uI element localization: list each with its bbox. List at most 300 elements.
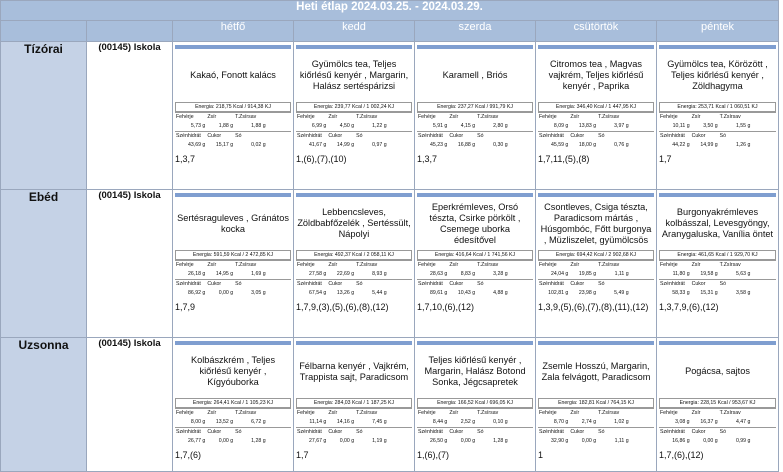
energy-value: Energia: 228,15 Kcal / 953,67 KJ — [659, 398, 776, 408]
fat-value: 16,37 g — [700, 419, 718, 425]
menu-cell-content — [415, 45, 535, 189]
nutrition-values — [538, 270, 654, 279]
nutrition-values — [659, 122, 776, 131]
nutrition-labels — [296, 279, 412, 289]
nutrition-values — [175, 122, 291, 131]
dish-name: Csontleves, Csiga tészta, Paradicsom mártás , Húsgombóc, Főtt burgonya , Müzliszelet, gyümölcsös — [540, 201, 652, 245]
carb-label: Szénhidrát — [539, 429, 564, 435]
protein-label: Fehérje — [418, 410, 436, 416]
nutrition-block — [296, 102, 412, 150]
salt-label: Só — [719, 133, 727, 139]
fat-label: Zsír — [570, 410, 580, 416]
nutrition-labels — [296, 131, 412, 141]
energy-value: Energia: 492,37 Kcal / 2 058,11 KJ — [296, 250, 412, 260]
fat-label: Zsír — [449, 410, 459, 416]
nutrition-labels — [175, 279, 291, 289]
fat-value: 13,52 g — [215, 419, 234, 425]
sugar-value: 13,26 g — [336, 290, 355, 296]
menu-cell-content — [536, 341, 656, 471]
nutrition-values — [659, 289, 776, 298]
sat-fat-label: T.Zsírsav — [719, 262, 741, 268]
protein-label: Fehérje — [297, 114, 315, 120]
fat-label: Zsír — [328, 410, 338, 416]
nutrition-values — [659, 270, 776, 279]
fat-value: 14,16 g — [336, 419, 355, 425]
nutrition-values — [538, 141, 654, 150]
nutrition-values — [417, 289, 533, 298]
menu-cell — [294, 338, 415, 472]
nutrition-labels — [296, 112, 412, 122]
sat-fat-value: 1,02 g — [614, 419, 629, 425]
sugar-label: Cukor — [570, 429, 585, 435]
sugar-value: 0,00 g — [218, 438, 234, 444]
nutrition-block — [538, 102, 654, 150]
nutrition-values — [417, 418, 533, 427]
salt-value: 5,49 g — [614, 290, 629, 296]
nutrition-values — [659, 141, 776, 150]
sugar-value: 14,99 g — [336, 142, 355, 148]
nutrition-labels — [538, 427, 654, 437]
energy-value: Energia: 253,71 Kcal / 1 060,51 KJ — [659, 102, 776, 112]
protein-value: 27,58 g — [309, 271, 327, 277]
meal-row — [1, 190, 779, 338]
nutrition-values — [296, 122, 412, 131]
nutrition-block — [296, 398, 412, 446]
protein-value: 10,11 g — [672, 123, 690, 129]
school-name: (00145) Iskola — [87, 42, 173, 190]
dish-name: Zsemle Hosszú, Margarin, Zala felvágott, Paradicsom — [541, 360, 651, 382]
nutrition-values — [417, 437, 533, 446]
protein-label: Fehérje — [176, 262, 194, 268]
fat-label: Zsír — [207, 410, 217, 416]
nutrition-labels — [417, 408, 533, 418]
protein-label: Fehérje — [176, 410, 194, 416]
energy-value: Energia: 284,03 Kcal / 1 187,25 KJ — [296, 398, 412, 408]
sat-fat-label: T.Zsírsav — [598, 410, 620, 416]
nutrition-labels — [296, 427, 412, 437]
salt-value: 1,28 g — [251, 438, 266, 444]
carb-label: Szénhidrát — [418, 429, 443, 435]
allergen-codes: 1,3,7 — [175, 154, 196, 164]
nutrition-block — [417, 250, 533, 298]
sugar-value: 18,00 g — [578, 142, 597, 148]
nutrition-block — [659, 398, 776, 446]
sugar-label: Cukor — [449, 133, 464, 139]
sat-fat-value: 1,55 g — [735, 123, 751, 129]
sugar-value: 0,00 g — [703, 438, 718, 444]
nutrition-values — [417, 270, 533, 279]
nutrition-values — [659, 418, 776, 427]
protein-value: 5,91 g — [432, 123, 448, 129]
carb-value: 45,23 g — [430, 142, 448, 148]
allergen-codes: 1,7 — [659, 154, 672, 164]
protein-label: Fehérje — [176, 114, 194, 120]
nutrition-block — [175, 250, 291, 298]
sat-fat-label: T.Zsírsav — [356, 410, 378, 416]
menu-cell — [173, 338, 294, 472]
sugar-value: 15,17 g — [215, 142, 234, 148]
carb-label: Szénhidrát — [418, 133, 443, 139]
nutrition-labels — [659, 279, 776, 289]
nutrition-labels — [175, 260, 291, 270]
carb-label: Szénhidrát — [297, 133, 322, 139]
menu-cell — [173, 190, 294, 338]
menu-cell — [536, 42, 657, 190]
allergen-codes: 1,(6),(7),(10) — [296, 154, 347, 164]
protein-value: 24,04 g — [551, 271, 569, 277]
sugar-value: 23,98 g — [578, 290, 597, 296]
protein-value: 26,18 g — [188, 271, 206, 277]
fat-label: Zsír — [449, 114, 459, 120]
sugar-label: Cukor — [570, 281, 585, 287]
dish-name: Karamell , Briós — [442, 70, 508, 80]
menu-cell-content — [536, 45, 656, 189]
allergen-codes: 1,3,7,9,(6),(12) — [659, 302, 719, 312]
sat-fat-value: 5,63 g — [735, 271, 751, 277]
salt-label: Só — [477, 429, 484, 435]
allergen-codes: 1,7,(6) — [175, 450, 202, 460]
sat-fat-label: T.Zsírsav — [235, 114, 257, 120]
meal-name: Ebéd — [1, 190, 87, 338]
protein-value: 11,80 g — [672, 271, 690, 277]
menu-cell-content — [657, 45, 778, 189]
sugar-label: Cukor — [449, 281, 464, 287]
salt-label: Só — [356, 281, 363, 287]
dish-name: Gyümölcs tea, Körözött , Teljes kiőrlésű kenyér , Zöldhagyma — [667, 59, 768, 91]
salt-value: 3,58 g — [735, 290, 751, 296]
fat-value: 22,69 g — [336, 271, 355, 277]
menu-cell-content — [294, 341, 414, 471]
sugar-label: Cukor — [328, 133, 343, 139]
protein-value: 6,99 g — [311, 123, 327, 129]
dish-name: Teljes kiőrlésű kenyér , Margarin, Halász Botond Sonka, Jégcsapretek — [424, 355, 526, 387]
sat-fat-value: 7,45 g — [372, 419, 387, 425]
salt-label: Só — [477, 281, 484, 287]
carb-value: 41,67 g — [309, 142, 327, 148]
allergen-codes: 1,7,10,(6),(12) — [417, 302, 475, 312]
day-header: kedd — [294, 21, 415, 42]
carb-value: 16,86 g — [672, 438, 690, 444]
fat-label: Zsír — [207, 114, 217, 120]
menu-cell — [294, 190, 415, 338]
salt-label: Só — [598, 281, 605, 287]
nutrition-block — [538, 398, 654, 446]
menu-cell — [173, 42, 294, 190]
salt-value: 0,76 g — [614, 142, 629, 148]
carb-label: Szénhidrát — [297, 429, 322, 435]
salt-label: Só — [598, 133, 605, 139]
nutrition-block — [538, 250, 654, 298]
sat-fat-label: T.Zsírsav — [598, 114, 620, 120]
nutrition-labels — [175, 131, 291, 141]
fat-value: 19,58 g — [700, 271, 718, 277]
sugar-value: 10,43 g — [457, 290, 476, 296]
nutrition-block — [659, 250, 776, 298]
sat-fat-value: 8,93 g — [372, 271, 387, 277]
allergen-codes: 1,(6),(7) — [417, 450, 450, 460]
salt-label: Só — [477, 133, 484, 139]
protein-value: 8,44 g — [432, 419, 448, 425]
menu-cell-content — [294, 45, 414, 189]
header-blank — [1, 21, 87, 42]
meal-name: Uzsonna — [1, 338, 87, 472]
carb-label: Szénhidrát — [539, 133, 564, 139]
nutrition-labels — [175, 408, 291, 418]
fat-label: Zsír — [691, 114, 701, 120]
fat-value: 8,83 g — [460, 271, 476, 277]
sugar-label: Cukor — [570, 133, 585, 139]
sat-fat-value: 1,88 g — [251, 123, 266, 129]
nutrition-block — [175, 398, 291, 446]
sat-fat-label: T.Zsírsav — [477, 262, 499, 268]
salt-label: Só — [356, 133, 363, 139]
fat-value: 2,52 g — [460, 419, 476, 425]
menu-cell-content — [415, 341, 535, 471]
nutrition-values — [175, 289, 291, 298]
fat-label: Zsír — [570, 262, 580, 268]
dish-name: Pogácsa, sajtos — [685, 366, 750, 376]
energy-value: Energia: 694,42 Kcal / 2 902,68 KJ — [538, 250, 654, 260]
menu-cell-content — [657, 193, 778, 337]
nutrition-labels — [296, 408, 412, 418]
dish-name: Kolbászkrém , Teljes kiőrlésű kenyér , Kígyóuborka — [190, 355, 276, 387]
carb-value: 102,81 g — [548, 290, 569, 296]
salt-value: 0,99 g — [735, 438, 751, 444]
nutrition-block — [659, 102, 776, 150]
sugar-value: 0,00 g — [460, 438, 476, 444]
dish-name: Eperkrémleves, Orsó tészta, Csirke pörkölt , Csemege uborka édesítővel — [429, 201, 521, 245]
nutrition-values — [175, 270, 291, 279]
sugar-label: Cukor — [691, 133, 706, 139]
carb-value: 32,90 g — [551, 438, 569, 444]
sat-fat-value: 6,72 g — [251, 419, 266, 425]
nutrition-block — [175, 102, 291, 150]
protein-label: Fehérje — [660, 410, 678, 416]
nutrition-labels — [538, 260, 654, 270]
salt-value: 3,05 g — [251, 290, 266, 296]
dish-name: Félbarna kenyér , Vajkrém, Trappista sajt, Paradicsom — [299, 360, 409, 382]
fat-label: Zsír — [570, 114, 580, 120]
sugar-label: Cukor — [328, 281, 343, 287]
fat-value: 19,85 g — [578, 271, 597, 277]
menu-cell-content — [294, 193, 414, 337]
fat-value: 1,88 g — [218, 123, 234, 129]
school-name: (00145) Iskola — [87, 338, 173, 472]
carb-value: 26,50 g — [430, 438, 448, 444]
menu-cell — [536, 190, 657, 338]
protein-value: 5,73 g — [190, 123, 206, 129]
energy-value: Energia: 239,77 Kcal / 1 002,24 KJ — [296, 102, 412, 112]
sat-fat-value: 3,97 g — [614, 123, 629, 129]
protein-value: 3,08 g — [675, 419, 690, 425]
salt-value: 4,88 g — [493, 290, 508, 296]
nutrition-labels — [538, 112, 654, 122]
meal-row — [1, 338, 779, 472]
menu-cell — [657, 42, 779, 190]
allergen-codes: 1,7,9 — [175, 302, 196, 312]
menu-cell — [415, 42, 536, 190]
allergen-codes: 1,3,9,(5),(6),(7),(8),(11),(12) — [538, 302, 649, 312]
carb-value: 43,69 g — [188, 142, 206, 148]
nutrition-labels — [417, 112, 533, 122]
fat-value: 2,74 g — [581, 419, 597, 425]
sugar-value: 14,99 g — [700, 142, 718, 148]
nutrition-labels — [538, 279, 654, 289]
sat-fat-label: T.Zsírsav — [235, 410, 257, 416]
energy-value: Energia: 591,59 Kcal / 2 472,85 KJ — [175, 250, 291, 260]
sat-fat-value: 1,11 g — [614, 271, 629, 277]
nutrition-block — [296, 250, 412, 298]
fat-value: 4,50 g — [339, 123, 355, 129]
salt-label: Só — [235, 133, 242, 139]
day-header: hétfő — [173, 21, 294, 42]
nutrition-labels — [296, 260, 412, 270]
dish-name: Citromos tea , Magvas vajkrém, Teljes kiőrlésű kenyér , Paprika — [548, 59, 644, 91]
nutrition-values — [296, 141, 412, 150]
salt-value: 0,02 g — [251, 142, 266, 148]
carb-label: Szénhidrát — [660, 281, 685, 287]
nutrition-block — [417, 102, 533, 150]
nutrition-values — [538, 437, 654, 446]
salt-label: Só — [719, 429, 727, 435]
sat-fat-label: T.Zsírsav — [356, 114, 378, 120]
menu-cell-content — [536, 193, 656, 337]
dish-name: Lebbencsleves, Zöldbabfőzelék , Sertéssült, Nápolyi — [297, 207, 411, 239]
fat-label: Zsír — [328, 262, 338, 268]
nutrition-labels — [175, 427, 291, 437]
sugar-label: Cukor — [207, 429, 222, 435]
allergen-codes: 1,3,7 — [417, 154, 438, 164]
protein-value: 11,14 g — [309, 419, 327, 425]
fat-value: 4,15 g — [460, 123, 476, 129]
energy-value: Energia: 166,52 Kcal / 696,05 KJ — [417, 398, 533, 408]
salt-value: 0,30 g — [493, 142, 508, 148]
nutrition-values — [659, 437, 776, 446]
sugar-label: Cukor — [691, 429, 706, 435]
dish-name: Gyümölcs tea, Teljes kiőrlésű kenyér , Margarin, Halász sertéspárizsi — [299, 59, 409, 91]
carb-label: Szénhidrát — [297, 281, 322, 287]
carb-label: Szénhidrát — [539, 281, 564, 287]
salt-value: 1,28 g — [493, 438, 508, 444]
menu-title: Heti étlap 2024.03.25. - 2024.03.29. — [1, 1, 779, 21]
carb-label: Szénhidrát — [418, 281, 443, 287]
nutrition-values — [175, 141, 291, 150]
sugar-label: Cukor — [449, 429, 464, 435]
salt-value: 1,26 g — [735, 142, 751, 148]
menu-cell-content — [657, 341, 778, 471]
nutrition-values — [296, 418, 412, 427]
menu-cell — [536, 338, 657, 472]
sat-fat-label: T.Zsírsav — [356, 262, 378, 268]
allergen-codes: 1,7 — [296, 450, 309, 460]
fat-label: Zsír — [207, 262, 217, 268]
nutrition-labels — [417, 279, 533, 289]
sugar-value: 0,00 g — [218, 290, 234, 296]
nutrition-values — [175, 418, 291, 427]
day-header: csütörtök — [536, 21, 657, 42]
carb-value: 44,22 g — [672, 142, 690, 148]
allergen-codes: 1,7,9,(3),(5),(6),(8),(12) — [296, 302, 389, 312]
allergen-codes: 1 — [538, 450, 544, 460]
menu-cell — [657, 190, 779, 338]
nutrition-values — [296, 289, 412, 298]
energy-value: Energia: 182,81 Kcal / 764,15 KJ — [538, 398, 654, 408]
protein-label: Fehérje — [418, 114, 436, 120]
sugar-label: Cukor — [328, 429, 343, 435]
nutrition-labels — [538, 131, 654, 141]
dish-name: Sertésraguleves , Gránátos kocka — [177, 212, 289, 234]
nutrition-values — [417, 141, 533, 150]
sat-fat-value: 2,80 g — [493, 123, 508, 129]
sat-fat-label: T.Zsírsav — [598, 262, 620, 268]
nutrition-labels — [659, 131, 776, 141]
allergen-codes: 1,7,11,(5),(8) — [538, 154, 590, 164]
sat-fat-value: 1,69 g — [251, 271, 266, 277]
nutrition-labels — [659, 112, 776, 122]
menu-cell-content — [415, 193, 535, 337]
fat-label: Zsír — [449, 262, 459, 268]
protein-label: Fehérje — [660, 114, 678, 120]
nutrition-labels — [659, 260, 776, 270]
nutrition-values — [417, 122, 533, 131]
sugar-value: 15,31 g — [700, 290, 718, 296]
day-header: szerda — [415, 21, 536, 42]
nutrition-values — [296, 270, 412, 279]
carb-label: Szénhidrát — [176, 281, 201, 287]
carb-value: 45,59 g — [551, 142, 569, 148]
sugar-label: Cukor — [691, 281, 706, 287]
dish-name: Kakaó, Fonott kalács — [190, 70, 276, 80]
school-name: (00145) Iskola — [87, 190, 173, 338]
salt-value: 1,19 g — [372, 438, 387, 444]
sat-fat-value: 0,10 g — [493, 419, 508, 425]
protein-label: Fehérje — [297, 410, 315, 416]
sat-fat-value: 4,47 g — [735, 419, 751, 425]
nutrition-values — [538, 289, 654, 298]
nutrition-values — [538, 122, 654, 131]
fat-value: 14,95 g — [215, 271, 234, 277]
menu-cell-content — [173, 341, 293, 471]
sugar-label: Cukor — [207, 281, 222, 287]
protein-label: Fehérje — [539, 114, 557, 120]
menu-cell — [415, 190, 536, 338]
carb-value: 89,61 g — [430, 290, 448, 296]
salt-label: Só — [598, 429, 605, 435]
sat-fat-value: 1,22 g — [372, 123, 387, 129]
salt-label: Só — [356, 429, 363, 435]
carb-label: Szénhidrát — [176, 133, 201, 139]
fat-value: 13,83 g — [578, 123, 597, 129]
nutrition-block — [417, 398, 533, 446]
energy-value: Energia: 461,65 Kcal / 1 929,70 KJ — [659, 250, 776, 260]
protein-label: Fehérje — [539, 410, 557, 416]
fat-label: Zsír — [328, 114, 338, 120]
salt-label: Só — [235, 281, 242, 287]
protein-label: Fehérje — [297, 262, 315, 268]
nutrition-labels — [417, 427, 533, 437]
sat-fat-label: T.Zsírsav — [477, 410, 499, 416]
sugar-value: 0,00 g — [339, 438, 355, 444]
carb-value: 26,77 g — [188, 438, 206, 444]
day-header: péntek — [657, 21, 779, 42]
meal-name: Tízórai — [1, 42, 87, 190]
salt-value: 1,11 g — [614, 438, 629, 444]
nutrition-values — [175, 437, 291, 446]
carb-label: Szénhidrát — [660, 429, 685, 435]
nutrition-labels — [175, 112, 291, 122]
energy-value: Energia: 218,75 Kcal / 914,38 KJ — [175, 102, 291, 112]
sugar-value: 0,00 g — [581, 438, 597, 444]
